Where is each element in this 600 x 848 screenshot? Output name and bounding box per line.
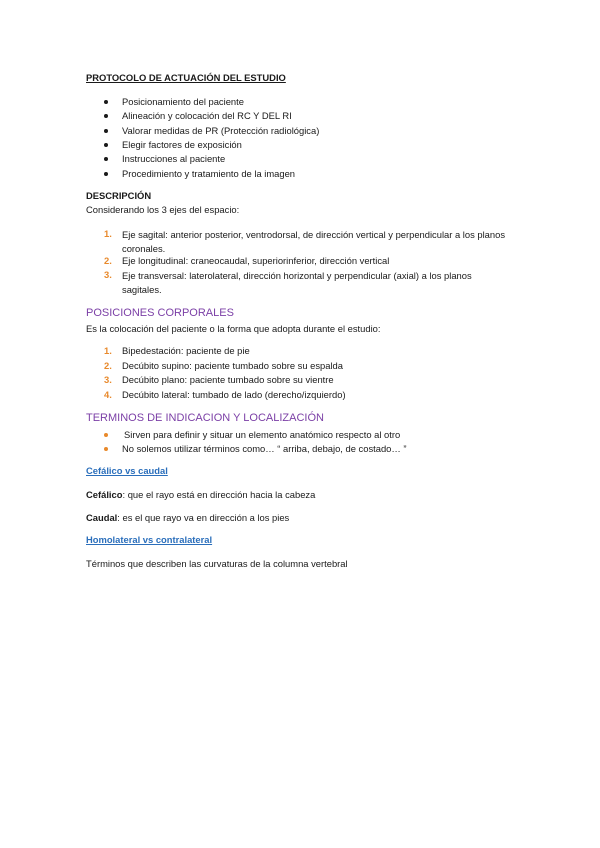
list-item: Decúbito supino: paciente tumbado sobre su espalda [122,360,343,371]
bullet-icon [104,129,108,133]
list-item: Decúbito lateral: tumbado de lado (derecho/izquierdo) [122,389,346,400]
list-number: 4. [104,389,112,400]
bullet-icon [104,447,108,451]
caudal-label: Caudal [86,512,118,523]
bullet-icon [104,433,108,437]
list-item: Eje transversal: laterolateral, dirección horizontal y perpendicular (axial) a los planos sagitales. [122,270,472,295]
list-item: Valorar medidas de PR (Protección radiológica) [122,125,320,136]
description-intro: Considerando los 3 ejes del espacio: [86,204,240,215]
cefalico-definition [86,489,315,501]
list-item: Alineación y colocación del RC Y DEL RI [122,110,292,121]
list-item: Eje sagital: anterior posterior, ventrodorsal, de dirección vertical y perpendicular a los planos coronales. [122,229,506,254]
positions-title: POSICIONES CORPORALES [86,307,234,319]
caudal-text: : es el que rayo va en dirección a los pies [117,512,290,523]
list-item: Procedimiento y tratamiento de la imagen [122,168,296,179]
list-number: 3. [104,269,112,280]
homolateral-link[interactable]: Homolateral vs contralateral [86,534,213,545]
list-item: Decúbito plano: paciente tumbado sobre su vientre [122,374,334,385]
terms-title: TERMINOS DE INDICACION Y LOCALIZACIÓN [86,412,324,424]
homolateral-text: Términos que describen las curvaturas de la columna vertebral [86,558,348,569]
list-item: Sirven para definir y situar un elemento anatómico respecto al otro [124,429,401,440]
list-item: Instrucciones al paciente [122,153,226,164]
list-item: No solemos utilizar términos como… “ arriba, debajo, de costado… ” [122,443,407,454]
list-item: Elegir factores de exposición [122,139,242,150]
caudal-definition [86,512,289,524]
bullet-icon [104,100,108,104]
protocol-title: PROTOCOLO DE ACTUACIÓN DEL ESTUDIO [86,72,286,83]
positions-intro: Es la colocación del paciente o la forma que adopta durante el estudio: [86,323,381,334]
list-item: Bipedestación: paciente de pie [122,345,250,356]
bullet-icon [104,143,108,147]
bullet-icon [104,172,108,176]
list-item: Eje longitudinal: craneocaudal, superiorinferior, dirección vertical [122,255,390,266]
list-number: 1. [104,228,112,239]
list-number: 2. [104,360,112,371]
bullet-icon [104,114,108,118]
list-number: 3. [104,374,112,385]
description-title: DESCRIPCIÓN [86,190,152,201]
list-number: 2. [104,255,112,266]
bullet-icon [104,157,108,161]
cefalico-text: : que el rayo está en dirección hacia la cabeza [122,489,316,500]
cefalico-label: Cefálico [86,489,123,500]
list-number: 1. [104,345,112,356]
list-item: Posicionamiento del paciente [122,96,244,107]
cefalico-caudal-link[interactable]: Cefálico vs caudal [86,465,168,476]
